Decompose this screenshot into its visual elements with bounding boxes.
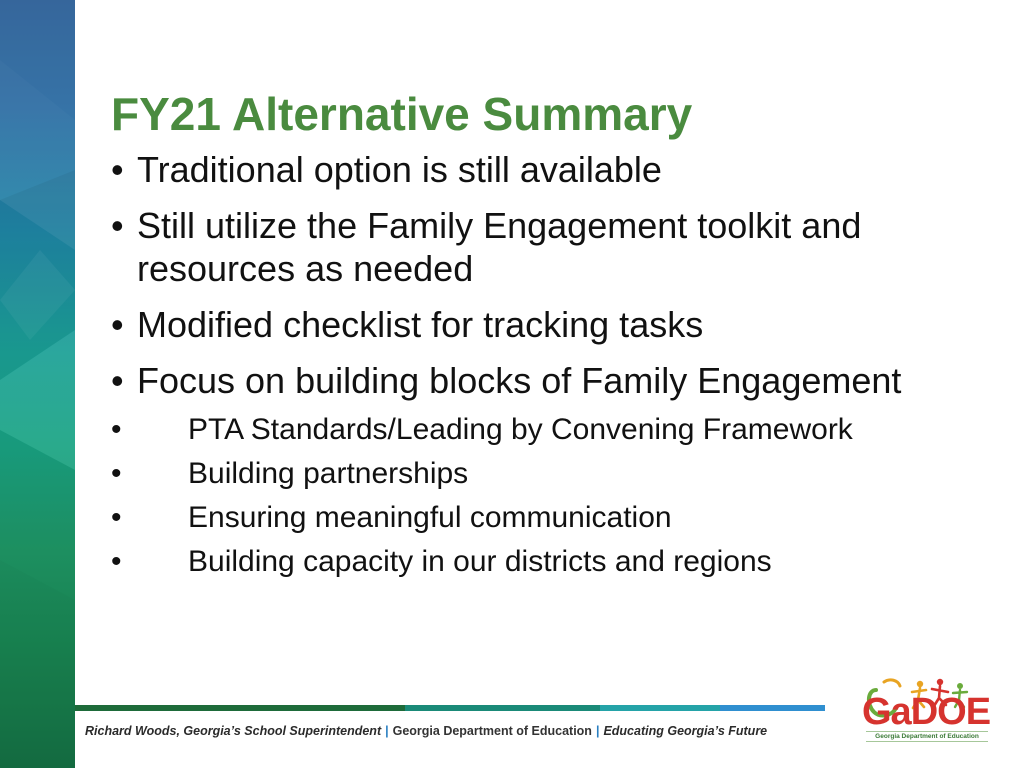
decorative-gradient-band [0,0,75,768]
sub-bullet-text: PTA Standards/Leading by Convening Framework [188,413,853,446]
slide-title: FY21 Alternative Summary [111,88,693,140]
sub-bullet-text: Ensuring meaningful communication [188,501,672,534]
bullet-item [111,303,971,346]
sub-bullet-text: Building capacity in our districts and regions [188,545,772,578]
sub-bullet-item [111,496,971,540]
bullet-dot: • [111,205,124,246]
bullet-item [111,148,971,191]
footer-department: Georgia Department of Education [392,724,592,738]
sub-bullet-dot: • [111,501,122,534]
logo-subtitle: Georgia Department of Education [866,731,988,742]
bullet-text: Traditional option is still available [137,149,662,190]
bullet-dot: • [111,304,124,345]
gadoe-logo [862,676,990,746]
sub-bullet-dot: • [111,545,122,578]
footer-divider [75,705,825,711]
facet-pattern-graphic [0,0,75,768]
bullet-dot: • [111,360,124,401]
footer-superintendent: Richard Woods, Georgia’s School Superintendent [85,724,382,738]
sub-bullet-item [111,452,971,496]
sub-bullet-item [111,408,971,452]
bullet-list [111,148,971,597]
sub-bullet-dot: • [111,413,122,446]
bullet-dot: • [111,149,124,190]
bullet-text: Focus on building blocks of Family Engagement [137,360,902,401]
footer-separator: | [595,724,600,738]
bullet-text: Modified checklist for tracking tasks [137,304,704,345]
sub-bullet-text: Building partnerships [188,457,469,490]
sub-bullet-list [111,408,971,584]
footer-tagline: Educating Georgia’s Future [603,724,768,738]
footer-separator: | [385,724,389,738]
sub-bullet-item [111,540,971,584]
bullet-item [111,359,971,584]
logo-wordmark: GaDOE [862,691,991,733]
bullet-item [111,204,971,290]
sub-bullet-dot: • [111,457,122,490]
footer-credits [85,722,767,740]
bullet-text: Still utilize the Family Engagement toolkit and resources as needed [137,205,862,289]
